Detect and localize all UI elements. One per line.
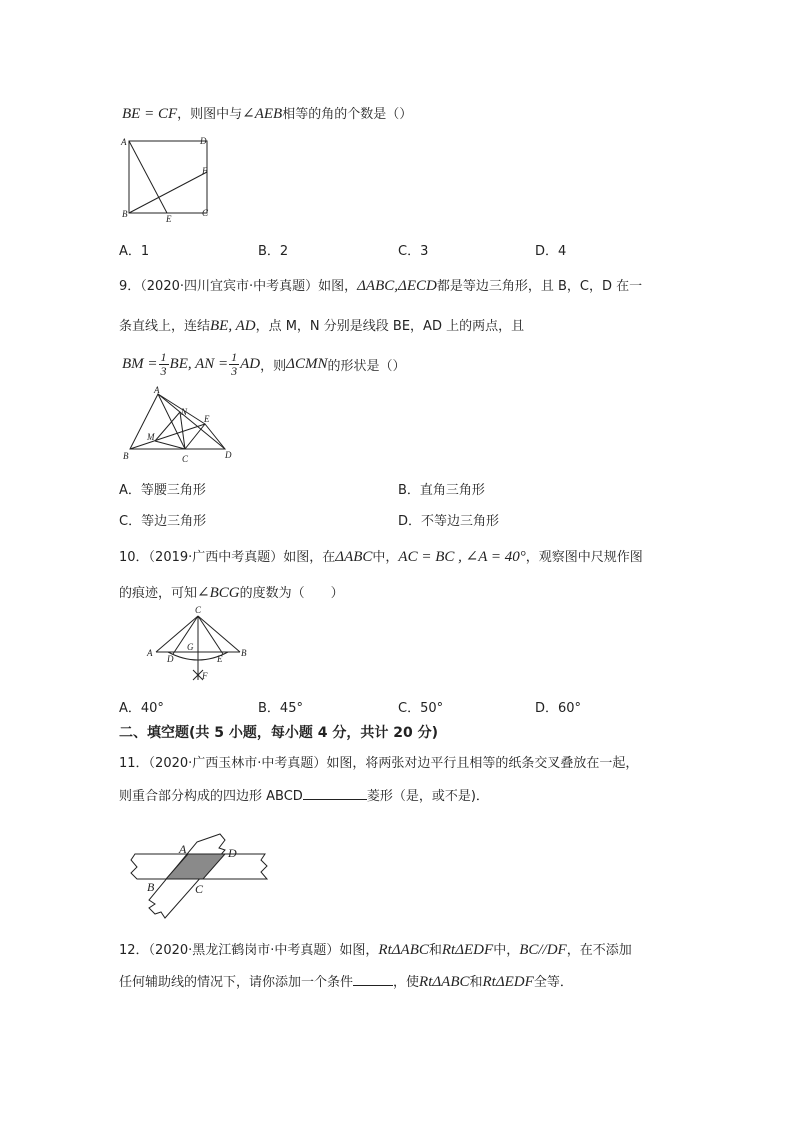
q8-tail: 相等的角的个数是（） xyxy=(282,107,413,122)
q11-label-A: A xyxy=(179,842,187,856)
q11-line1: 11．（2020·广西玉林市·中考真题）如图，将两张对边平行且相等的纸条交叉叠放在一起， xyxy=(119,756,639,771)
q10-option-b: B．45° xyxy=(258,701,303,716)
q10-tail: ，观察图中尺规作图 xyxy=(525,550,643,565)
q8-label-D: D xyxy=(200,136,207,146)
q9-option-a: A．等腰三角形 xyxy=(119,483,206,498)
q10-option-c: C．50° xyxy=(398,701,444,716)
q8-line-BF xyxy=(129,172,207,213)
q12-tail: ，在不添加 xyxy=(566,943,632,958)
q12-rt1: RtΔABC xyxy=(378,942,429,958)
q12-parallel: BC//DF xyxy=(519,942,567,958)
q10-line-CE xyxy=(198,616,223,654)
q9-segments: BE, AD xyxy=(210,318,256,334)
q10-label-F: F xyxy=(202,671,208,681)
q11-line2-a: 则重合部分构成的四边形 ABCD xyxy=(119,789,303,804)
q8-label-A: A xyxy=(121,137,127,147)
q8-label-B: B xyxy=(122,209,128,219)
q9-label-M: M xyxy=(147,432,155,442)
q8-option-c: C．3 xyxy=(398,244,429,259)
q9-label-B: B xyxy=(123,451,129,461)
q10-label-D: D xyxy=(167,654,174,664)
q12-rt2: RtΔEDF xyxy=(441,942,494,958)
q12-prefix: 12．（2020·黑龙江鹤岗市·中考真题）如图， xyxy=(119,943,379,958)
q12-rt4: RtΔEDF xyxy=(482,974,534,990)
q10-cond: AC = BC , ∠A = 40° xyxy=(398,549,526,565)
q8-label-C: C xyxy=(202,208,209,218)
q11-answer-blank[interactable] xyxy=(303,799,367,800)
q12-line2-a: 任何辅助线的情况下，请你添加一个条件 xyxy=(119,975,354,990)
q10-mid: 中， xyxy=(372,550,399,565)
q9-bm: BM = xyxy=(122,356,158,372)
q10-line1 xyxy=(119,546,643,566)
q9-frac-1 xyxy=(159,351,169,378)
q10-line2-b: 的度数为（ ） xyxy=(239,586,344,601)
q9-prefix: 9．（2020·四川宜宾市·中考真题）如图， xyxy=(119,279,358,294)
q9-line3-end: 的形状是（） xyxy=(327,359,406,374)
q8-expr: BE = CF xyxy=(122,106,178,122)
q10-option-d: D．60° xyxy=(535,701,582,716)
q10-line2-a: 的痕迹，可知 xyxy=(119,586,198,601)
section-2-title: 二、填空题(共 5 小题，每小题 4 分，共计 20 分) xyxy=(119,725,439,741)
q9-line-CM xyxy=(155,441,185,449)
q8-text: ，则图中与 xyxy=(177,107,243,122)
q8-label-E: E xyxy=(166,214,172,224)
q8-option-a: A．1 xyxy=(119,244,150,259)
q12-mid: 中， xyxy=(493,943,520,958)
q11-overlap-rhombus xyxy=(166,854,225,879)
q12-line1 xyxy=(119,939,632,959)
q8-square-figure xyxy=(118,134,218,230)
q9-ad: AD xyxy=(240,356,261,372)
q12-end: 全等． xyxy=(533,975,573,990)
q8-label-F: F xyxy=(202,166,208,176)
q9-be-an: BE, AN = xyxy=(169,356,229,372)
q12-and2: 和 xyxy=(469,975,483,990)
q9-label-A: A xyxy=(154,385,160,395)
q10-label-G: G xyxy=(187,642,194,652)
q8-line-AE xyxy=(129,141,167,213)
q8-option-b: B．2 xyxy=(258,244,289,259)
q9-triangle-figure xyxy=(118,386,238,466)
q12-and: 和 xyxy=(428,943,442,958)
q9-frac-2-den: 3 xyxy=(231,364,238,378)
q8-stem xyxy=(122,103,412,123)
q10-label-C: C xyxy=(195,605,202,615)
q10-abc: ΔABC xyxy=(335,549,373,565)
q11-label-D: D xyxy=(228,846,237,860)
q9-line1-tail: 都是等边三角形，且 B，C，D 在一 xyxy=(436,279,643,294)
q12-answer-blank[interactable] xyxy=(353,985,393,986)
q10-prefix: 10．（2019·广西中考真题）如图，在 xyxy=(119,550,336,565)
q11-label-C: C xyxy=(195,882,204,896)
q9-cmn: ΔCMN xyxy=(286,356,328,372)
q12-line2 xyxy=(119,971,573,991)
q8-option-d: D．4 xyxy=(535,244,567,259)
q10-bcg: ∠BCG xyxy=(197,585,240,601)
q9-line2 xyxy=(119,315,524,335)
q9-line3 xyxy=(122,351,405,378)
q9-label-C: C xyxy=(182,454,189,464)
q9-frac-2 xyxy=(229,351,239,378)
q9-frac-1-den: 3 xyxy=(160,364,167,378)
q9-label-E: E xyxy=(204,414,210,424)
q9-label-N: N xyxy=(181,407,188,417)
q9-option-c: C．等边三角形 xyxy=(119,514,207,529)
q12-line2-b: ，使 xyxy=(393,975,420,990)
q10-option-a: A．40° xyxy=(119,701,164,716)
q9-triangles: ΔABC,ΔECD xyxy=(357,278,437,294)
q9-label-D: D xyxy=(225,450,232,460)
q8-square xyxy=(129,141,207,213)
q9-line3-tail: ，则 xyxy=(260,359,287,374)
q10-construction-figure xyxy=(140,604,260,686)
q8-angle: ∠AEB xyxy=(242,106,283,122)
q9-frac-2-num: 1 xyxy=(231,350,238,364)
q10-label-A: A xyxy=(147,648,153,658)
q9-option-d: D．不等边三角形 xyxy=(398,514,500,529)
q11-line2-b: 菱形（是，或不是)． xyxy=(366,789,489,804)
q9-line2-a: 条直线上，连结 xyxy=(119,319,211,334)
q9-line2-b: ，点 M，N 分别是线段 BE，AD 上的两点，且 xyxy=(255,319,525,334)
q10-label-E: E xyxy=(217,654,223,664)
q11-paper-strips-figure xyxy=(125,842,285,924)
q9-triangle-ABC xyxy=(130,394,185,449)
q9-triangle-ECD xyxy=(185,424,225,449)
q10-side-CB xyxy=(198,616,240,652)
q9-option-b: B．直角三角形 xyxy=(398,483,485,498)
q9-frac-1-num: 1 xyxy=(160,350,167,364)
q10-line-CD xyxy=(173,616,198,654)
q11-label-B: B xyxy=(147,880,155,894)
q12-rt3: RtΔABC xyxy=(419,974,470,990)
q10-line2 xyxy=(119,582,344,602)
q9-line1 xyxy=(119,275,642,295)
q11-line2 xyxy=(119,785,489,804)
q10-label-B: B xyxy=(241,648,247,658)
